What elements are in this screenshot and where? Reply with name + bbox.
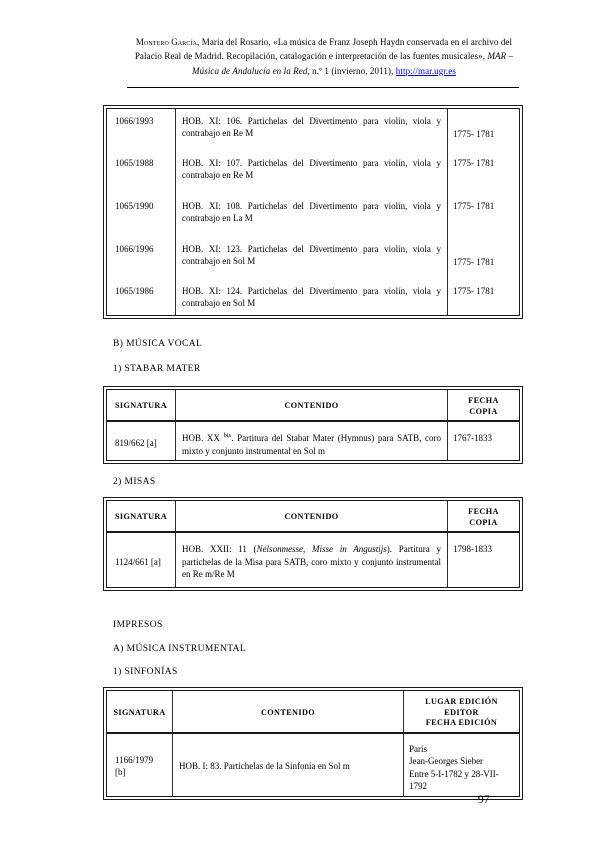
header-line-fecha: FECHA EDICIÓN <box>425 718 498 728</box>
column-header-lugar-edicion <box>404 691 519 734</box>
column-header-contenido: CONTENIDO <box>175 501 448 533</box>
header-line-lugar: LUGAR EDICIÓN <box>425 697 498 706</box>
signatura-cell: 1066/1993 <box>115 116 154 126</box>
contenido-cell: HOB. XI: 108. Partichelas del Divertimento para violín, viola y contrabajo en La M <box>175 194 448 237</box>
column-header-contenido: CONTENIDO <box>175 390 448 422</box>
section-heading-misas: 2) MISAS <box>113 477 156 487</box>
fecha-cell: 1767-1833 <box>453 433 492 444</box>
signatura-cell: 1065/1990 <box>115 201 154 211</box>
column-header-fecha-copia: FECHA COPIA <box>448 390 519 422</box>
fecha-cell: 1798-1833 <box>453 544 492 555</box>
citation-issue: , n.º 1 (invierno, 2011), <box>307 65 396 76</box>
section-heading-impresos: IMPRESOS <box>113 620 163 630</box>
lugar-line-ciudad: París <box>409 743 427 754</box>
journal-link[interactable]: http://mar.ugr.es <box>395 65 456 76</box>
fecha-cell: 1775- 1781 <box>453 286 495 296</box>
column-header-signatura: SIGNATURA <box>107 501 175 533</box>
section-heading-stabar-mater: 1) STABAR MATER <box>113 364 201 374</box>
column-header-signatura: SIGNATURA <box>107 390 175 422</box>
contenido-cell: HOB. XI: 124. Partichelas del Divertimento para violín, viola y contrabajo en Sol M <box>175 279 448 315</box>
lugar-line-editor: Jean-Georges Sieber <box>409 756 484 767</box>
section-heading-musica-instrumental: A) MÚSICA INSTRUMENTAL <box>113 644 247 654</box>
signatura-cell: 1065/1986 <box>115 286 154 296</box>
citation-text: , María del Rosario, «La música de Franz Joseph Haydn conservada en el archivo del Palacio Real de Madrid. Recopilación, catalogación e interpretación de las fuentes musicales», <box>134 37 513 62</box>
signatura-cell: 819/662 [a] <box>115 437 157 448</box>
lugar-edicion-cell <box>404 734 519 796</box>
journal-title: MAR – Música de Andalucía en la Red <box>192 51 514 76</box>
divertimentos-table <box>103 105 523 319</box>
contenido-text: . Partitura del Stabat Mater (Hymnus) para SATB, coro mixto y conjunto instrumental en Sol m <box>182 433 441 456</box>
contenido-cell: HOB. XI: 107. Partichelas del Divertimento para violín, viola y contrabajo en Re M <box>175 151 448 194</box>
contenido-cell: HOB. I: 83. Partichelas de la Sinfonía en Sol m <box>172 734 404 796</box>
header-line-editor: EDITOR <box>444 707 479 717</box>
fecha-cell: 1775- 1781 <box>453 158 495 168</box>
section-heading-musica-vocal: B) MÚSICA VOCAL <box>113 339 203 349</box>
header-rule <box>127 87 519 88</box>
signatura-cell: 1066/1996 <box>115 244 154 254</box>
author-name: Montero García <box>135 37 198 47</box>
column-header-contenido: CONTENIDO <box>172 691 404 734</box>
contenido-text: ). Partitura y partichelas de la Misa para SATB, coro mixto y conjunto instrumental en Re m/Re M <box>182 544 441 580</box>
section-heading-sinfonias: 1) SINFONÍAS <box>113 667 178 677</box>
citation-header <box>127 35 521 78</box>
contenido-cell: HOB. XI: 123. Partichelas del Divertimento para violín, viola y contrabajo en Sol M <box>175 237 448 279</box>
signatura-cell: 1065/1988 <box>115 158 154 168</box>
fecha-cell: 1775- 1781 <box>453 257 495 267</box>
column-header-fecha-copia: FECHA COPIA <box>448 501 519 533</box>
misas-table <box>103 497 523 591</box>
lugar-line-fecha: Entre 5-I-1782 y 28-VII-1792 <box>409 768 499 792</box>
signatura-cell: 1124/661 [a] <box>115 556 161 567</box>
signatura-cell <box>107 734 172 796</box>
sinfonias-table <box>103 687 523 800</box>
contenido-text: HOB. XX <box>182 433 224 444</box>
fecha-cell: 1775- 1781 <box>453 129 495 139</box>
signatura-line: 1166/1979 <box>115 754 154 765</box>
contenido-superscript: bis <box>223 432 232 440</box>
contenido-cell <box>175 422 448 460</box>
column-header-signatura: SIGNATURA <box>107 691 172 734</box>
page-number: 97 <box>478 794 490 806</box>
contenido-cell: HOB. XI: 106. Partichelas del Divertimento para violín, viola y contrabajo en Re M <box>175 109 448 151</box>
fecha-cell: 1775- 1781 <box>453 201 495 211</box>
signatura-line: [b] <box>115 767 126 778</box>
contenido-text: HOB. XXII: 11 ( <box>182 544 257 555</box>
stabat-mater-table <box>103 386 523 464</box>
contenido-italic-title: Nelsonmesse, Misse in Angustijs <box>256 544 387 555</box>
contenido-cell <box>175 533 448 587</box>
